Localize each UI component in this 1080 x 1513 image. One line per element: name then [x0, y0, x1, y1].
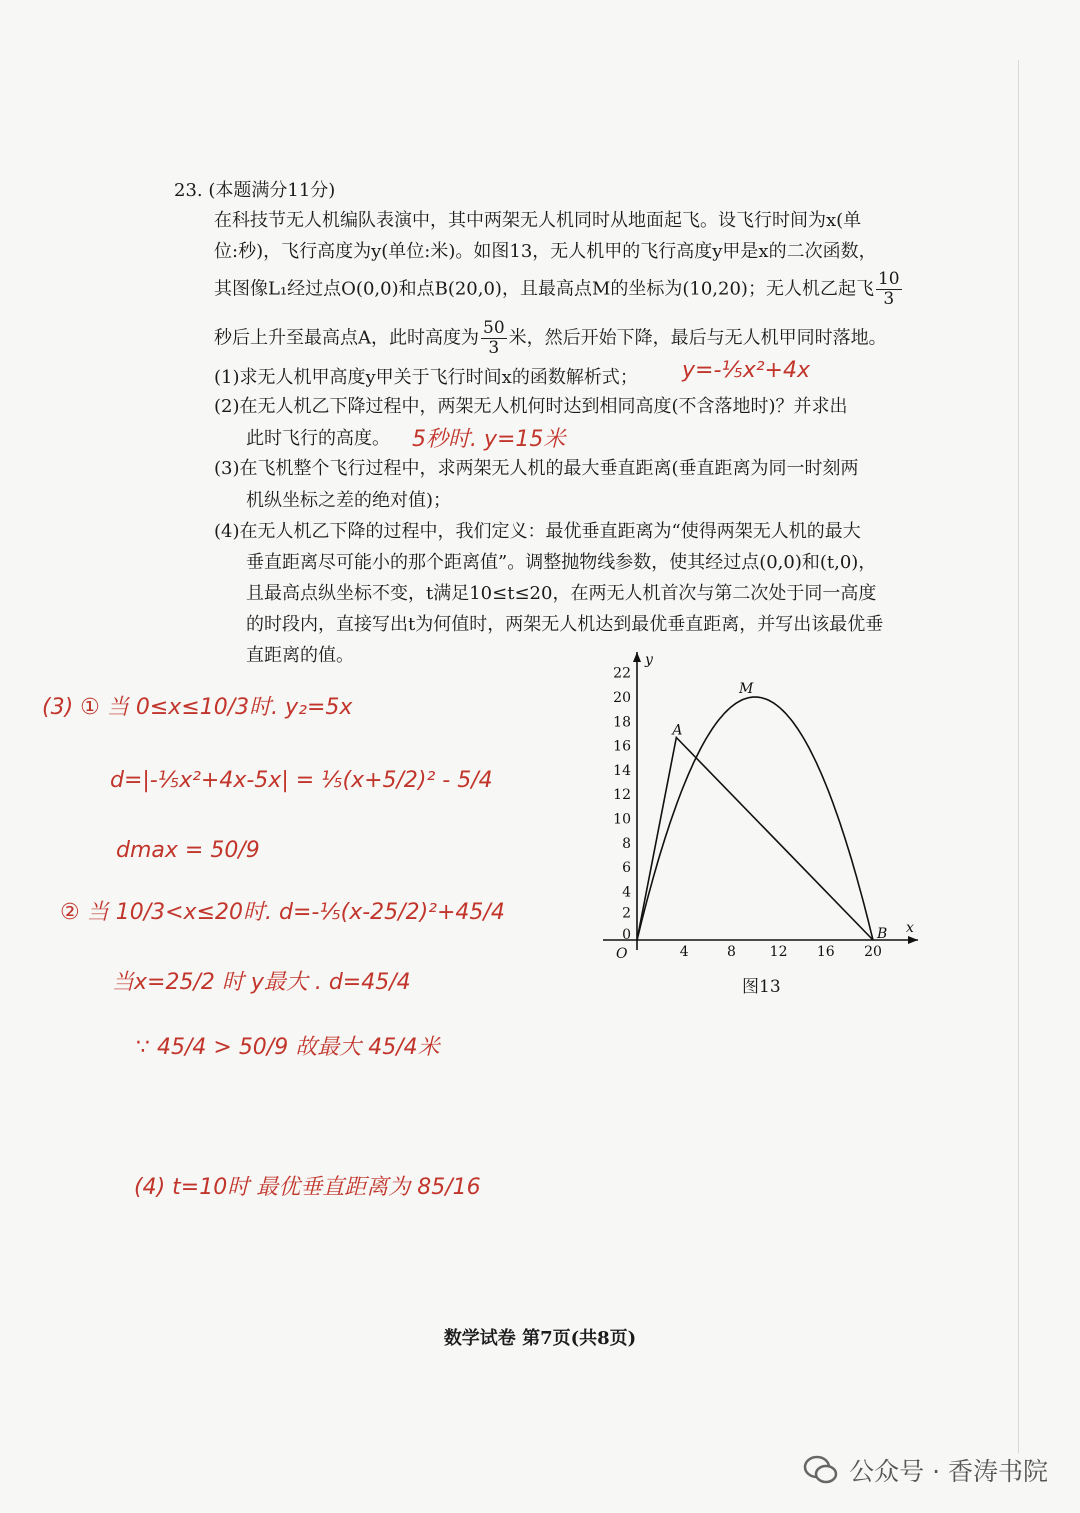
handwritten-answer-3-line-1: (3) ① 当 0≤x≤10/3时. y₂=5x [42, 695, 353, 720]
part-2-cont: 此时飞行的高度。 [246, 428, 390, 449]
x-tick-label: 20 [864, 944, 882, 960]
y-tick-label: 22 [613, 665, 631, 682]
part-3-cont: 机纵坐标之差的绝对值)； [246, 490, 452, 511]
fraction-50-3: $\frac{50}{3}$ [483, 318, 505, 358]
point-B-label: B [877, 926, 888, 942]
intro-line-1: 在科技节无人机编队表演中，其中两架无人机同时从地面起飞。设飞行时间为x(单 [214, 210, 862, 231]
intro-line-3: 其图像L₁经过点O(0,0)和点B(20,0)，且最高点M的坐标为(10,20)；无人机乙起飞 $\frac{10}{3}$ [214, 269, 900, 309]
handwritten-answer-1: y=-⅕x²+4x [682, 358, 811, 383]
x-axis-label: x [906, 920, 914, 936]
question-score: (本题满分11分) [208, 180, 336, 201]
y-tick-label: 6 [622, 860, 631, 877]
y-tick-label: 12 [613, 787, 631, 804]
y-tick-label: 14 [613, 762, 631, 779]
y-tick-label: 10 [613, 811, 631, 828]
polyline-yi [637, 737, 873, 940]
handwritten-answer-3-line-6: ∵ 45/4 > 50/9 故最大 45/4米 [136, 1035, 440, 1060]
part-4-line-3: 且最高点纵坐标不变，t满足10≤t≤20，在两无人机首次与第二次处于同一高度 [246, 583, 877, 604]
handwritten-answer-3-line-4: ② 当 10/3<x≤20时. d=-⅕(x-25/2)²+45/4 [60, 900, 505, 925]
x-tick-label: 8 [726, 944, 736, 960]
x-tick-label: 12 [769, 944, 788, 960]
y-tick-label: 18 [613, 714, 631, 731]
part-1: (1)求无人机甲高度y甲关于飞行时间x的函数解析式； [214, 367, 638, 388]
y-tick-label: 0 [622, 927, 631, 943]
y-tick-label: 20 [613, 690, 631, 706]
y-tick-label: 4 [622, 884, 631, 901]
intro-line-4: 秒后上升至最高点A，此时高度为 $\frac{50}{3}$ 米，然后开始下降，最后与无人机甲同时落地。 [214, 318, 887, 358]
handwritten-answer-3-line-5: 当x=25/2 时 y最大 . d=45/4 [112, 970, 411, 995]
point-A-label: A [672, 722, 683, 739]
part-3: (3)在飞机整个飞行过程中，求两架无人机的最大垂直距离(垂直距离为同一时刻两 [214, 458, 859, 479]
x-tick-label: 4 [679, 944, 689, 960]
figure-caption: 图13 [742, 977, 781, 997]
origin-label: O [616, 946, 628, 962]
fraction-10-3: $\frac{10}{3}$ [877, 269, 900, 309]
part-4-line-4: 的时段内，直接写出t为何值时，两架无人机达到最优垂直距离，并写出该最优垂 [246, 614, 884, 635]
handwritten-answer-3-line-3: dmax = 50/9 [116, 838, 260, 863]
y-tick-label: 16 [613, 738, 631, 755]
wechat-icon [803, 1455, 839, 1485]
watermark: 公众号 · 香涛书院 [803, 1452, 1048, 1488]
y-axis-label: y [645, 652, 653, 668]
intro-line-2: 位:秒)，飞行高度为y(单位:米)。如图13，无人机甲的飞行高度y甲是x的二次函数， [214, 241, 877, 262]
y-tick-label: 2 [622, 905, 631, 922]
x-tick-label: 16 [816, 944, 835, 960]
question-number: 23. [174, 180, 203, 201]
handwritten-answer-4: (4) t=10时 最优垂直距离为 85/16 [134, 1175, 481, 1200]
part-4-line-5: 直距离的值。 [246, 645, 354, 666]
y-tick-label: 8 [622, 835, 631, 852]
y-axis-arrow-icon [633, 652, 641, 662]
part-4-line-2: 垂直距离尽可能小的那个距离值”。调整抛物线参数，使其经过点(0,0)和(t,0)， [246, 552, 877, 573]
handwritten-answer-2: 5秒时. y=15米 [412, 427, 566, 452]
part-2: (2)在无人机乙下降过程中，两架无人机何时达到相同高度(不含落地时)？并求出 [214, 396, 848, 417]
handwritten-answer-3-line-2: d=|-⅕x²+4x-5x| = ⅕(x+5/2)² - 5/4 [110, 768, 493, 793]
part-4: (4)在无人机乙下降的过程中，我们定义：最优垂直距离为“使得两架无人机的最大 [214, 521, 861, 542]
x-axis-arrow-icon [908, 936, 918, 944]
point-M-label: M [739, 681, 754, 697]
page-footer: 数学试卷 第7页(共8页) [443, 1328, 637, 1349]
